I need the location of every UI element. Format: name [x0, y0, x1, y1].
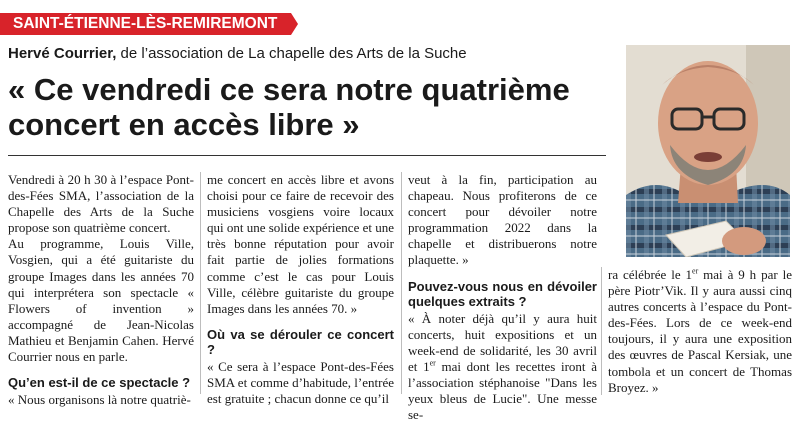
- article-column-3: [408, 172, 597, 423]
- column-divider: [401, 172, 402, 394]
- article-headline: « Ce vendredi ce sera notre quatrième concert en accès libre »: [8, 72, 570, 142]
- paragraph: me concert en accès libre et avons choisi pour ce faire de recevoir des musiciens vosgiens voire locaux qui ont une solide expérience et une très bonne réputation pour avoir fait partie de jolies formations comme c’est le cas pour Louis Ville, célèbre guitariste du groupe Images dans les années 70. »: [207, 172, 394, 316]
- paragraph: « Nous organisons là notre quatriè-: [8, 392, 191, 408]
- text-run: ra célébrée le 1: [608, 267, 693, 282]
- interview-question: Pouvez-vous nous en dévoiler quelques extraits ?: [408, 278, 597, 309]
- text-run: « À noter déjà qu’il y aura huit concerts, huit expositions et un week-end de solidarité, les 30 avril et 1: [408, 310, 597, 374]
- portrait-illustration: [626, 45, 790, 257]
- column-divider: [200, 172, 201, 394]
- interview-question: Où va se dérouler ce concert ?: [207, 326, 394, 357]
- article-column-2: [207, 172, 394, 407]
- text-run: mai à 9 h par le père Piotr’Vik. Il y aura aussi cinq autres concerts à l’espace du Pont-des-Fées. Lors de ce week-end toujours, il y aura une exposition des œuvres de Pascal Kersiak, une tombola et un concert de Thomas Broyez. »: [608, 267, 792, 395]
- paragraph: Vendredi à 20 h 30 à l’espace Pont-des-Fées SMA, l’association de la Chapelle des Arts de la Suche propose son quatrième concert.: [8, 172, 194, 236]
- byline: [8, 45, 467, 62]
- column-divider: [601, 267, 602, 395]
- portrait-photo: [626, 45, 790, 257]
- section-kicker: SAINT-ÉTIENNE-LÈS-REMIREMONT: [0, 13, 291, 35]
- superscript: er: [429, 358, 436, 368]
- text-run: mai dont les recettes iront à l’association stéphanoise "Dans les yeux bleus de Lucie". Une messe se-: [408, 358, 597, 423]
- paragraph: [608, 267, 792, 396]
- byline-name: Hervé Courrier,: [8, 45, 117, 62]
- paragraph: Au programme, Louis Ville, Vosgien, qui a été guitariste du groupe Images dans les années 70 qui interprétera son spectacle « Flowers of invention » accompagné de Jean-Nicolas Mathieu et Benjamin Cahen. Hervé Courrier nous en parle.: [8, 236, 194, 365]
- byline-role: de l’association de La chapelle des Arts de la Suche: [116, 45, 467, 62]
- paragraph: veut à la fin, participation au chapeau. Nous profiterons de ce concert pour dévoiler notre programmation 2022 dans la chapelle et distribuerons notre plaquette. »: [408, 172, 597, 268]
- article-column-1: [8, 172, 194, 408]
- interview-question: Qu’en est-il de ce spectacle ?: [8, 375, 191, 391]
- headline-divider: [8, 155, 606, 156]
- paragraph: [408, 311, 597, 423]
- article-column-4: [608, 267, 792, 396]
- paragraph: « Ce sera à l’espace Pont-des-Fées SMA et comme d’habitude, l’entrée est gratuite ; chacun donne ce qu’il: [207, 358, 394, 407]
- superscript: er: [692, 266, 699, 276]
